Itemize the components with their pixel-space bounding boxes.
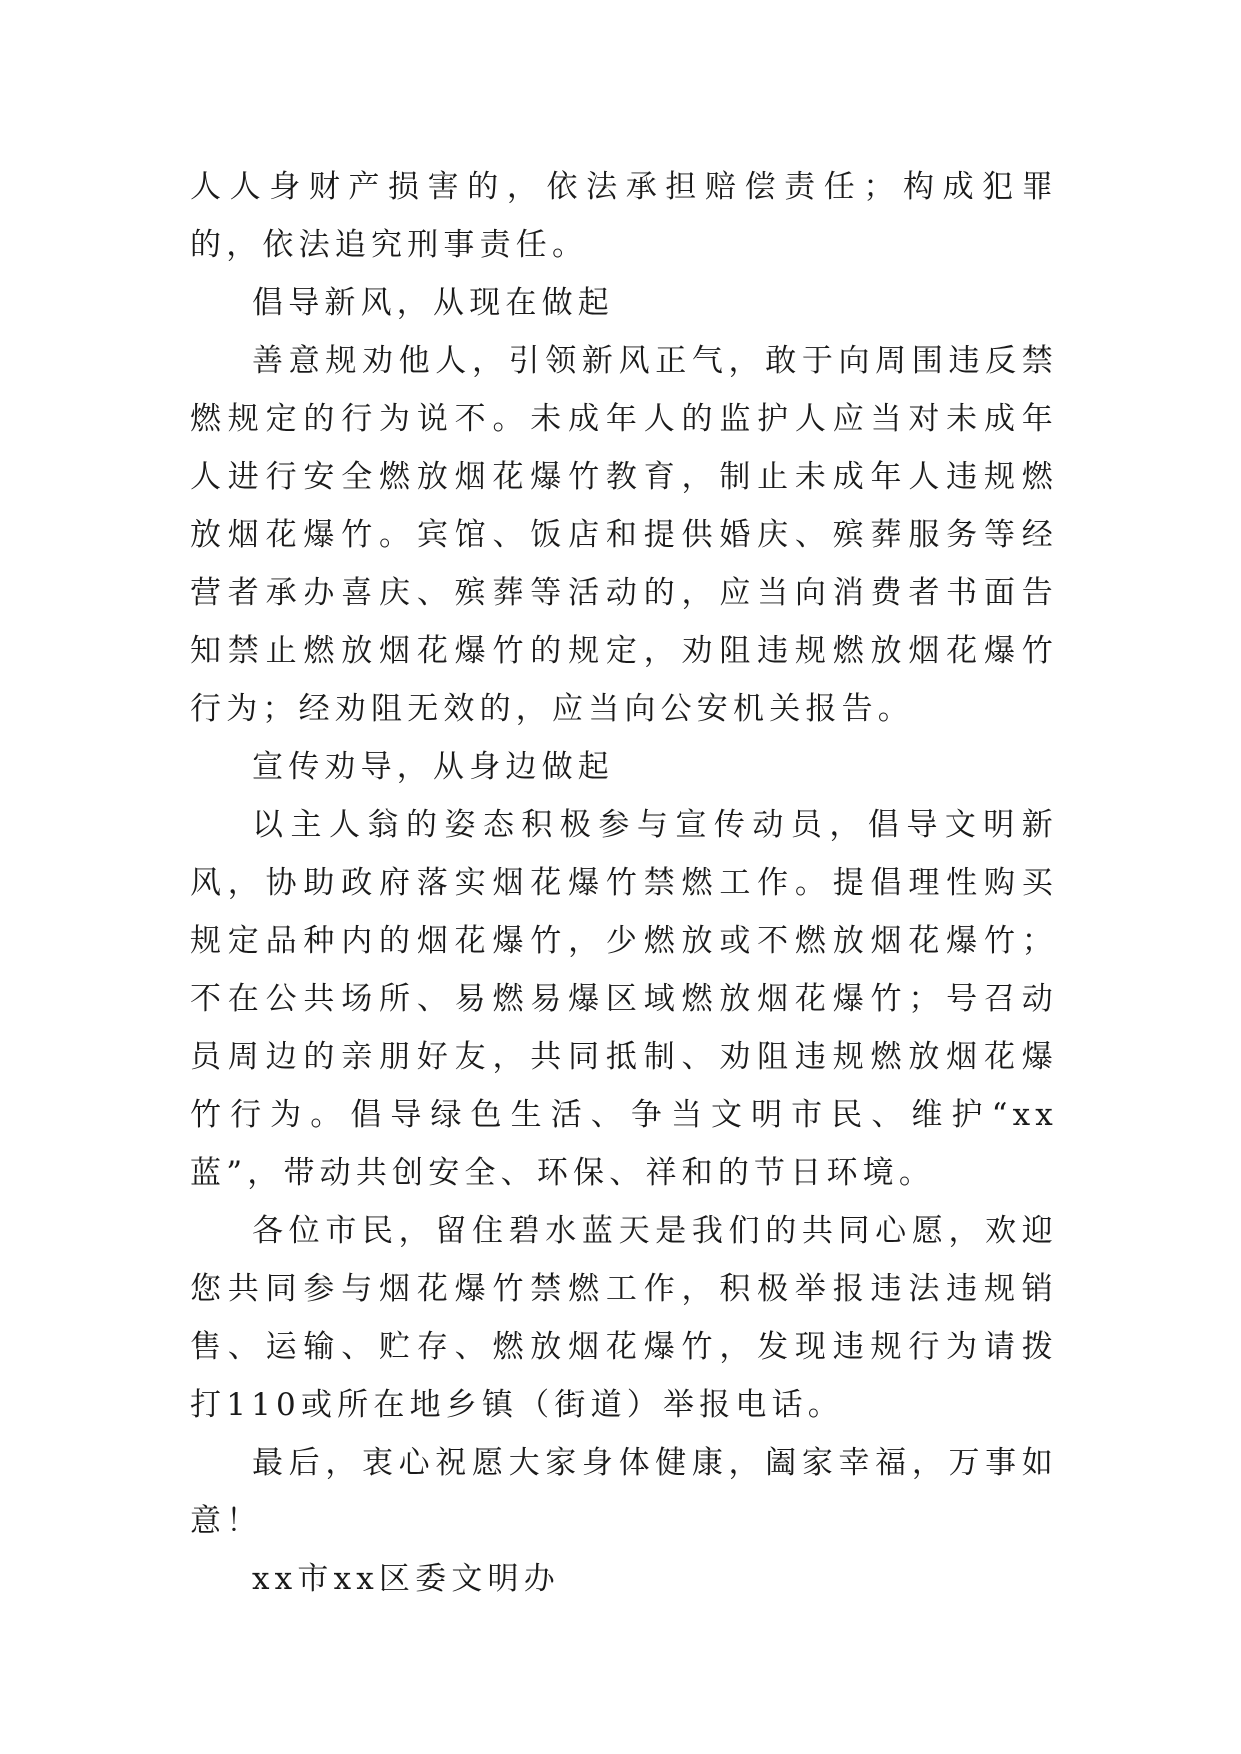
paragraph-call-to-citizens: 各位市民，留住碧水蓝天是我们的共同心愿，欢迎您共同参与烟花爆竹禁燃工作，积极举报违法违规销售、运输、贮存、燃放烟花爆竹，发现违规行为请拨打110或所在地乡镇（街道）举报电话。 (190, 1213, 1058, 1423)
section-heading-new-custom: 倡导新风，从现在做起 (252, 285, 614, 321)
document-body (190, 158, 1058, 1608)
paragraph-persuade-others: 善意规劝他人，引领新风正气，敢于向周围违反禁燃规定的行为说不。未成年人的监护人应当对未成年人进行安全燃放烟花爆竹教育，制止未成年人违规燃放烟花爆竹。宾馆、饭店和提供婚庆、殡葬服务等经营者承办喜庆、殡葬等活动的，应当向消费者书面告知禁止燃放烟花爆竹的规定，劝阻违规燃放烟花爆竹行为；经劝阻无效的，应当向公安机关报告。 (190, 343, 1058, 727)
paragraph-participate: 以主人翁的姿态积极参与宣传动员，倡导文明新风，协助政府落实烟花爆竹禁燃工作。提倡理性购买规定品种内的烟花爆竹，少燃放或不燃放烟花爆竹；不在公共场所、易燃易爆区域燃放烟花爆竹；号召动员周边的亲朋好友，共同抵制、劝阻违规燃放烟花爆竹行为。倡导绿色生活、争当文明市民、维护“xx蓝”，带动共创安全、环保、祥和的节日环境。 (190, 807, 1058, 1191)
paragraph-liability: 人人身财产损害的，依法承担赔偿责任；构成犯罪的，依法追究刑事责任。 (190, 169, 1058, 263)
section-heading-publicity: 宣传劝导，从身边做起 (252, 749, 614, 785)
paragraph-closing-wishes: 最后，衷心祝愿大家身体健康，阖家幸福，万事如意！ (190, 1445, 1058, 1539)
signature: xx市xx区委文明办 (252, 1561, 560, 1597)
